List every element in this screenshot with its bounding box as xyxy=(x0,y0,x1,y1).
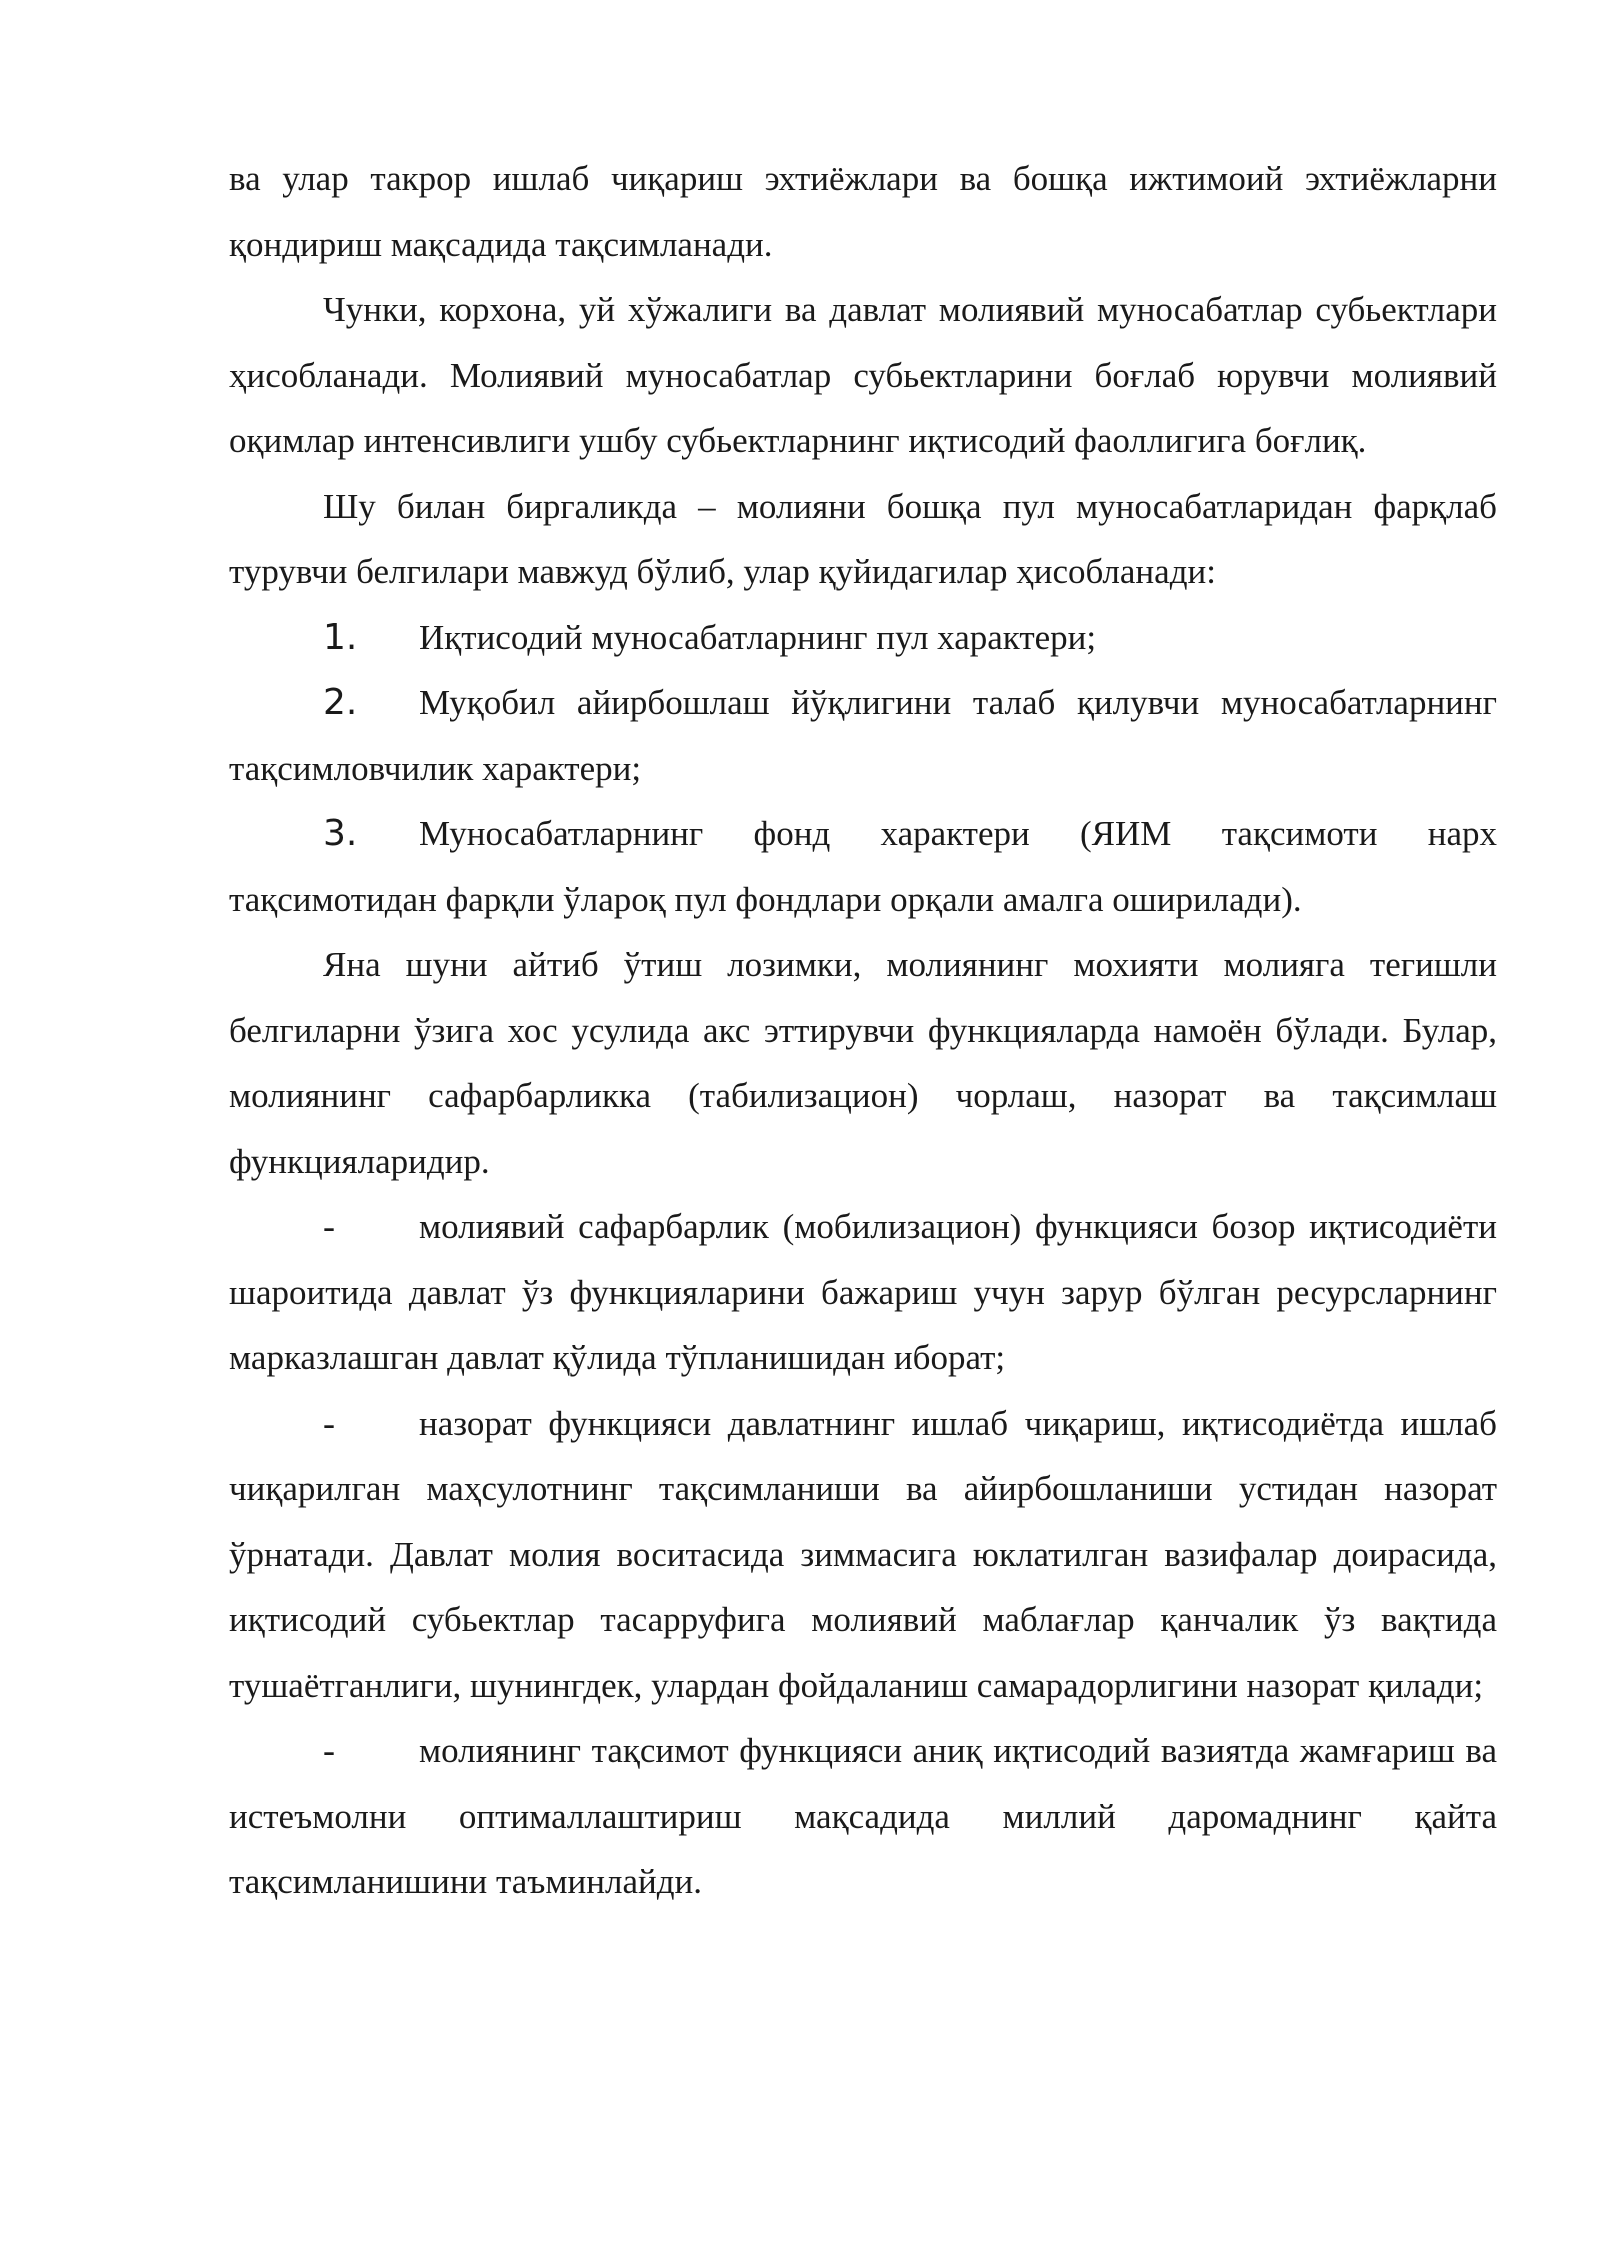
numbered-list-item xyxy=(229,605,1497,671)
list-item-text: назорат функцияси давлатнинг ишлаб чиқариш, иқтисодиётда ишлаб чиқарилган маҳсулотнинг тақсимланиши ва айирбошланиши устидан назорат ўрнатади. Давлат молия воситасида зиммасига юклатилган вазифалар доирасида, иқтисодий субьектлар тасарруфига молиявий маблағлар қанчалик ўз вақтида тушаётганлиги, шунингдек, улардан фойдаланиш самарадорлигини назорат қилади; xyxy=(229,1403,1497,1705)
numbered-list-item xyxy=(229,801,1497,932)
list-number: 1. xyxy=(323,616,358,658)
list-item-text: Муқобил айирбошлаш йўқлигини талаб қилувчи муносабатларнинг тақсимловчилик характери; xyxy=(229,683,1497,788)
list-dash: - xyxy=(323,1402,335,1443)
dash-list-item xyxy=(229,1391,1497,1719)
paragraph-continuation: ва улар такрор ишлаб чиқариш эхтиёжлари ва бошқа ижтимоий эхтиёжларни қондириш мақсадида тақсимланади. xyxy=(229,159,1497,264)
list-dash: - xyxy=(323,1730,335,1770)
dash-list-item xyxy=(229,1718,1497,1915)
paragraph-subjects: Чунки, корхона, уй хўжалиги ва давлат молиявий муносабатлар субьектлари ҳисобланади. Молиявий муносабатлар субьектларини боғлаб юрувчи молиявий оқимлар интенсивлиги ушбу субьектларнинг иқтисодий фаоллигига боғлиқ. xyxy=(229,290,1497,460)
list-number: 3. xyxy=(323,813,358,854)
dash-list-item xyxy=(229,1194,1497,1391)
paragraph-functions-intro: Яна шуни айтиб ўтиш лозимки, молиянинг мохияти молияга тегишли белгиларни ўзига хос усулида акс эттирувчи функцияларда намоён бўлади. Булар, молиянинг сафарбарликка (табилизацион) чорлаш, назорат ва тақсимлаш функцияларидир. xyxy=(229,945,1497,1181)
list-item-text: Муносабатларнинг фонд характери (ЯИМ тақсимоти нарх тақсимотидан фарқли ўлароқ пул фондлари орқали амалга оширилади). xyxy=(229,814,1497,919)
list-item-text: Иқтисодий муносабатларнинг пул характери; xyxy=(419,617,1097,657)
list-number: 2. xyxy=(323,682,358,723)
list-dash: - xyxy=(323,1206,335,1246)
paragraph-distinguishing-features: Шу билан биргаликда – молияни бошқа пул муносабатларидан фарқлаб турувчи белгилари мавжуд бўлиб, улар қуйидагилар ҳисобланади: xyxy=(229,486,1497,591)
list-item-text: молиянинг тақсимот функцияси аниқ иқтисодий вазиятда жамғариш ва истеъмолни оптималлаштириш мақсадида миллий даромаднинг қайта тақсимланишини таъминлайди. xyxy=(229,1731,1497,1901)
list-item-text: молиявий сафарбарлик (мобилизацион) функцияси бозор иқтисодиёти шароитида давлат ўз функцияларини бажариш учун зарур бўлган ресурсларнинг марказлашган давлат қўлида тўпланишидан иборат; xyxy=(229,1207,1497,1377)
document-body xyxy=(229,146,1497,1915)
numbered-list-item xyxy=(229,670,1497,801)
